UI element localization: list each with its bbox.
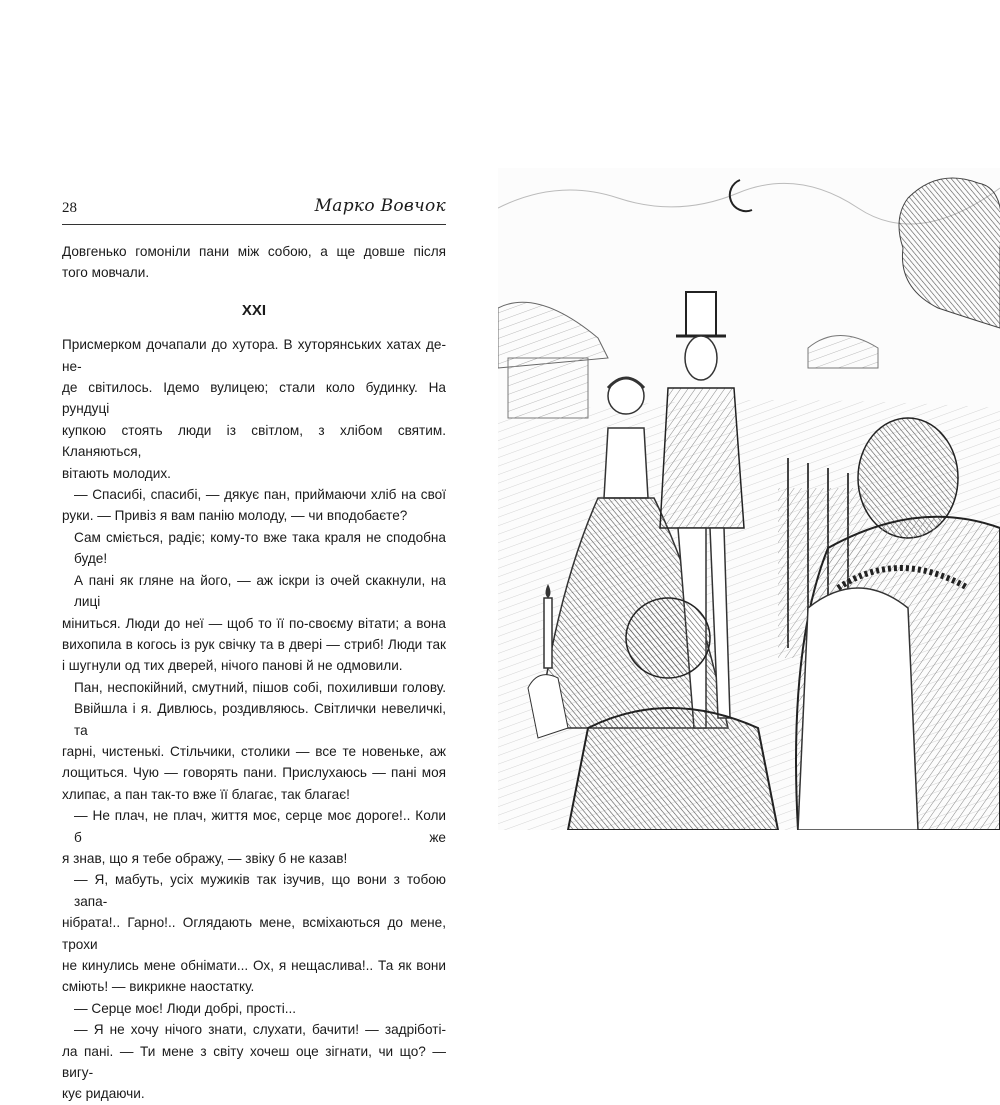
text-line: кує ридаючи. — [62, 1086, 145, 1102]
page-number: 28 — [62, 200, 77, 216]
text-line: купкою стоять люди із світлом, з хлібом святим. Кланяються, — [62, 422, 446, 460]
text-line: нібрата!.. Гарно!.. Оглядають мене, всміхаються до мене, трохи — [62, 915, 446, 952]
text-line: лощиться. Чую — говорять пани. Прислухаюсь — пані моя — [62, 765, 446, 781]
body-text — [62, 241, 446, 1105]
text-line: гарні, чистенькі. Стільчики, столики — все те новеньке, аж — [62, 743, 446, 759]
text-line: Ввійшла і я. Дивлюсь, роздивляюсь. Світлички невеличкі, та — [74, 701, 446, 738]
text-line: того мовчали. — [62, 265, 150, 281]
text-line: — Я не хочу нічого знати, слухати, бачити! — задріботі- — [74, 1022, 446, 1038]
text-line: я знав, що я тебе ображу, — звіку б не казав! — [62, 850, 348, 866]
text-page — [62, 196, 446, 1105]
lead-paragraph — [62, 241, 446, 284]
chapter-heading: XXI — [241, 301, 267, 319]
text-line: і шугнули од тих дверей, нічого панові й не одмовили. — [62, 658, 403, 674]
text-line: не кинулись мене обнімати... Ох, я нещаслива!.. Та як вони — [62, 958, 446, 973]
text-line: де світилось. Ідемо вулицею; стали коло будинку. На рундуці — [62, 380, 446, 417]
text-line: сміють! — викрикне наостатку. — [62, 979, 255, 995]
text-line: А пані як гляне на його, — аж іскри із очей скакнули, на лиці — [74, 572, 446, 610]
text-line: вітають молодих. — [62, 465, 171, 481]
chapter-text — [62, 334, 446, 1105]
text-line: ла пані. — Ти мене з світу хочеш оце зігнати, чи що? — вигу- — [62, 1043, 446, 1081]
text-line: хлипає, а пан так-то вже її благає, так благає! — [62, 786, 350, 802]
illustration-drawing — [498, 168, 1000, 830]
text-line: Присмерком дочапали до хутора. В хуторянських хатах де-не- — [62, 337, 446, 374]
text-line: — Я, мабуть, усіх мужиків так ізучив, що вони з тобою запа- — [74, 872, 446, 909]
text-line: Сам сміється, радіє; кому-то вже така краля не сподобна буде! — [74, 529, 446, 567]
text-line: — Серце моє! Люди добрі, прості... — [74, 1000, 297, 1016]
running-head — [62, 196, 446, 225]
author-name: Марко Вовчок — [314, 196, 446, 216]
text-line: вихопила в когось із рук свічку та в двері — стриб! Люди так — [62, 636, 446, 652]
text-line: Пан, неспокійний, смутний, пішов собі, похиливши голову. — [74, 679, 446, 695]
text-line: — Спасибі, спасибі, — дякує пан, приймаючи хліб на свої — [74, 487, 446, 503]
book-illustration — [498, 168, 1000, 830]
text-line: — Не плач, не плач, життя моє, серце моє дороге!.. Коли б же — [74, 808, 446, 845]
text-line: міниться. Люди до неї — щоб то її по-своєму вітати; а вона — [62, 615, 446, 631]
text-line: Довгенько гомоніли пани між собою, а ще довше після — [62, 244, 446, 259]
text-line: руки. — Привіз я вам панію молоду, — чи вподобаєте? — [62, 508, 408, 524]
